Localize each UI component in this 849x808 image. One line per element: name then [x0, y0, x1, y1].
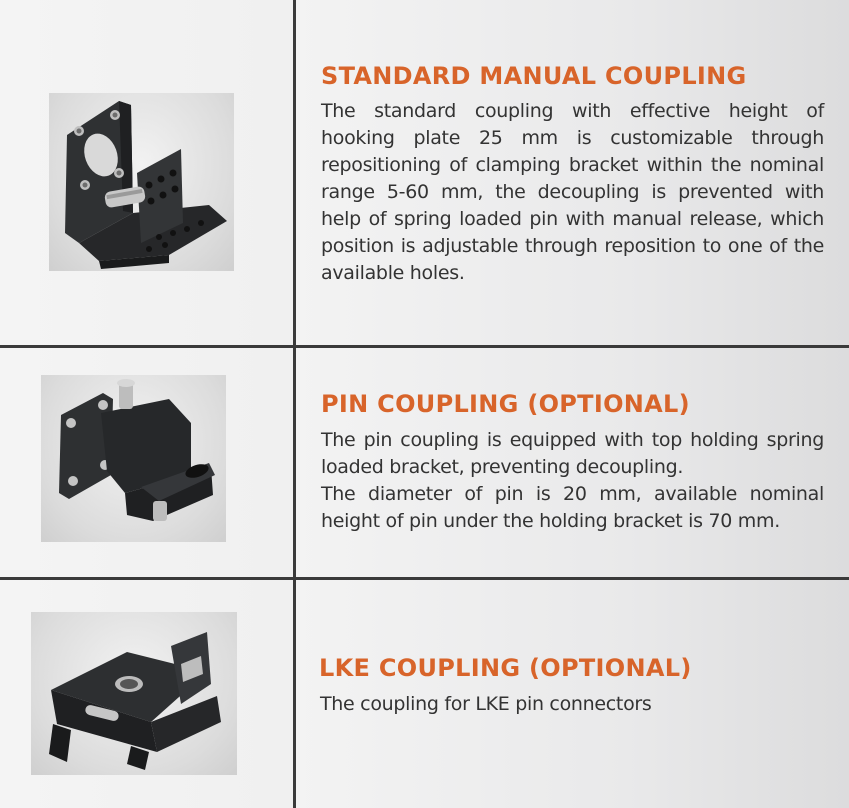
section-pin-coupling: [0, 348, 849, 577]
pin-coupling-photo: [41, 375, 226, 542]
horizontal-divider: [0, 345, 849, 348]
section-title: PIN COUPLING (OPTIONAL): [321, 390, 690, 418]
section-description: The coupling for LKE pin connectors: [320, 693, 652, 715]
description-line: The diameter of pin is 20 mm, available nominal height of pin under the holding bracket is 70 mm.: [321, 483, 824, 532]
vertical-divider: [293, 0, 296, 808]
section-title: LKE COUPLING (OPTIONAL): [319, 654, 692, 682]
horizontal-divider: [0, 577, 849, 580]
lke-coupling-photo: [31, 612, 237, 775]
section-description: The standard coupling with effective height of hooking plate 25 mm is customizable through repositioning of clamping bracket within the nominal range 5-60 mm, the decoupling is prevented with help of spring loaded pin with manual release, which position is adjustable through reposition to one of the available holes.: [321, 100, 824, 284]
section-lke-coupling: [0, 580, 849, 808]
section-description: [321, 427, 824, 535]
description-line: The pin coupling is equipped with top holding spring loaded bracket, preventing decoupling.: [321, 429, 824, 478]
standard-manual-coupling-photo: [49, 93, 234, 271]
section-title: STANDARD MANUAL COUPLING: [321, 62, 747, 90]
section-standard-manual-coupling: [0, 0, 849, 345]
